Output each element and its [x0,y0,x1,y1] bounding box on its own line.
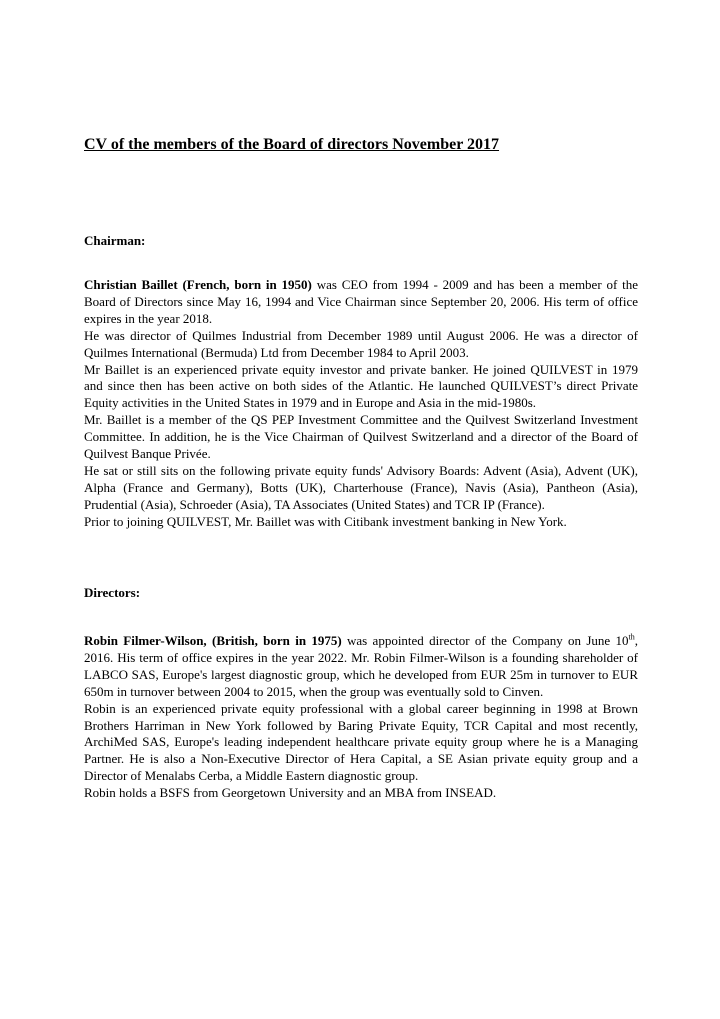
director-bio-paragraph: Robin is an experienced private equity professional with a global career beginning in 1998 at Brown Brothers Harriman in New York followed by Baring Private Equity, TCR Capital and most recently, ArchiMed SAS, Europe's leading independent healthcare private equity group where he is a Managing Partner. He is also a Non-Executive Director of Hera Capital, a SE Asian private equity group and a Director of Menalabs Cerba, a Middle Eastern diagnostic group. [84,700,638,784]
director-intro-text: was appointed director of the Company on June 10 [341,633,629,648]
chairman-bio [84,277,638,531]
chairman-bio-paragraph: He sat or still sits on the following private equity funds' Advisory Boards: Advent (Asia), Advent (UK), Alpha (France and Germany), Botts (UK), Charterhouse (France), Navis (Asia), Pantheon (Asia), Prudential (Asia), Schroeder (Asia), TA Associates (United States) and TCR IP (France). [84,462,638,512]
chairman-name: Christian Baillet (French, born in 1950) [84,277,312,292]
director-intro-text-continued: , 2016. His term of office expires in the year 2022. Mr. Robin Filmer-Wilson is a founding shareholder of LABCO SAS, Europe's largest diagnostic group, which he developed from EUR 25m in turnover to EUR 650m in turnover between 2004 to 2015, when the group was eventually sold to Cinven. [84,633,638,699]
chairman-heading: Chairman: [84,233,146,248]
director-bio-paragraph: Robin holds a BSFS from Georgetown University and an MBA from INSEAD. [84,785,497,801]
chairman-bio-paragraph: He was director of Quilmes Industrial from December 1989 until August 2006. He was a director of Quilmes International (Bermuda) Ltd from December 1984 to April 2003. [84,327,638,360]
chairman-bio-paragraph: Mr. Baillet is a member of the QS PEP Investment Committee and the Quilvest Switzerland Investment Committee. In addition, he is the Vice Chairman of Quilvest Switzerland and a director of the Board of Quilvest Banque Privée. [84,412,638,462]
document-title: CV of the members of the Board of directors November 2017 [84,136,500,153]
chairman-bio-paragraph: Prior to joining QUILVEST, Mr. Baillet was with Citibank investment banking in New York. [84,513,567,529]
director-name: Robin Filmer-Wilson, (British, born in 1975) [84,633,342,648]
chairman-bio-paragraph: Mr Baillet is an experienced private equity investor and private banker. He joined QUILVEST in 1979 and since then has been active on both sides of the Atlantic. He launched QUILVEST’s direct Private Equity activities in the United States in 1979 and in Europe and Asia in the mid-1980s. [84,361,638,411]
chairman-bio-paragraph [84,277,638,328]
director-bio-paragraph [84,633,638,701]
chairman-intro-text: was CEO from 1994 - 2009 and has been a member of the Board of Directors since May 16, 1994 and Vice Chairman since September 20, 2006. His term of office expires in the year 2018. [84,277,639,326]
director-bio [84,633,638,802]
ordinal-suffix: th [628,632,635,642]
directors-heading: Directors: [84,585,141,600]
